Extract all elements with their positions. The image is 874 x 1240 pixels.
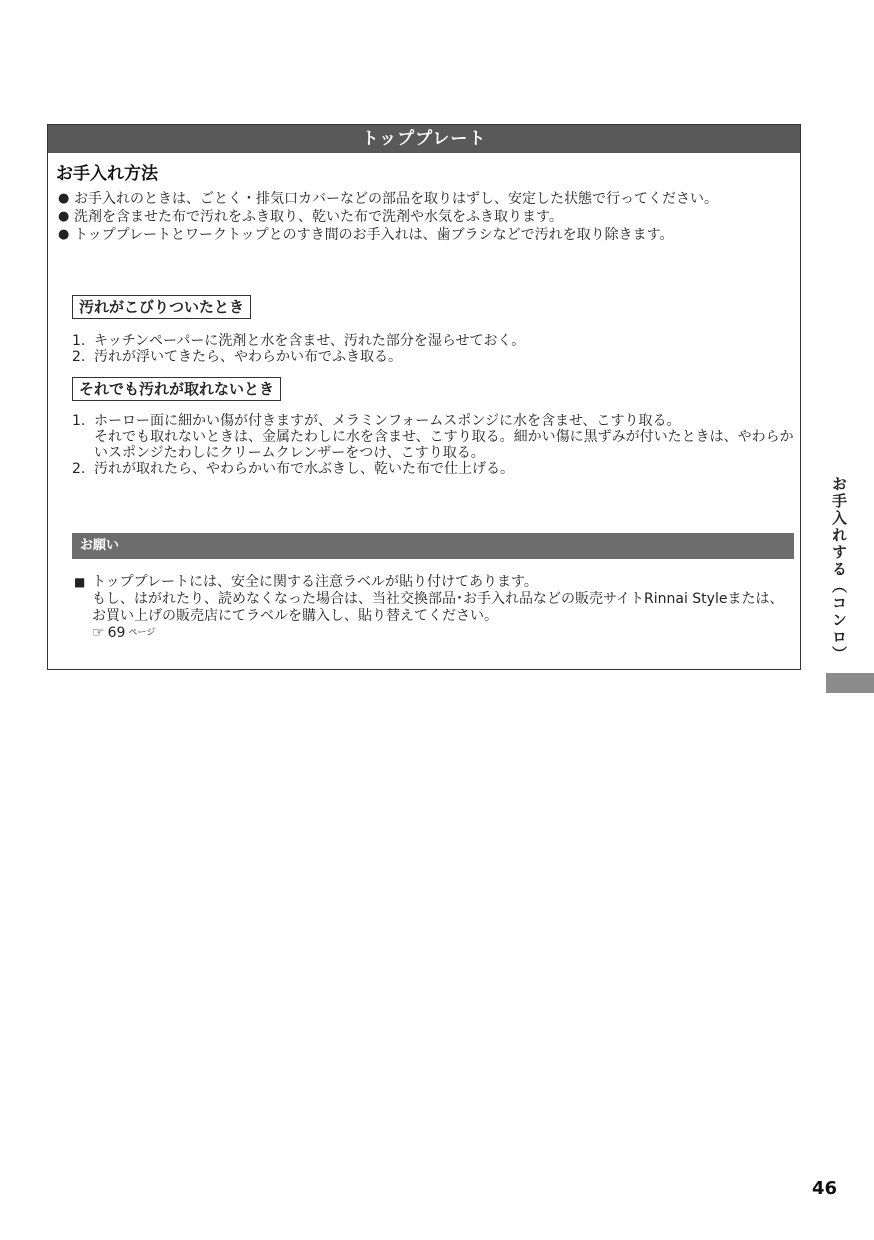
bullet-dot-icon: ●	[58, 227, 70, 242]
section-header: トッププレート	[48, 125, 800, 153]
step-item	[72, 461, 796, 477]
step-number: 2.	[72, 461, 86, 477]
step-item	[72, 413, 796, 461]
square-bullet-icon: ■	[74, 575, 86, 589]
step-text: ホーロー面に細かい傷が付きますが、メラミンフォームスポンジに水を含ませ、こすり取る。	[94, 413, 681, 429]
stuck-dirt-steps	[72, 333, 796, 365]
request-note	[72, 574, 796, 642]
page-reference	[92, 625, 155, 642]
chapter-side-tab: お手入れする（コンロ）	[830, 476, 848, 663]
bullet-dot-icon: ●	[58, 209, 70, 224]
stuck-dirt-heading: 汚れがこびりついたとき	[72, 295, 251, 319]
step-number: 1.	[72, 333, 86, 349]
still-dirty-heading: それでも汚れが取れないとき	[72, 377, 281, 401]
request-bar: お願い	[72, 533, 794, 559]
note-line2: もし、はがれたり、読めなくなった場合は、当社交換部品･お手入れ品などの販売サイトRinnai Styleまたは、お買い上げの販売店にてラベルを購入し、貼り替えてください。	[92, 591, 784, 624]
bullet-item	[56, 209, 794, 225]
bullet-text: お手入れのときは、ごとく・排気口カバーなどの部品を取りはずし、安定した状態で行ってください。	[74, 191, 718, 207]
step-number: 1.	[72, 413, 86, 429]
page-number: 46	[812, 1178, 838, 1199]
bullet-text: トッププレートとワークトップとのすき間のお手入れは、歯ブラシなどで汚れを取り除きます。	[74, 227, 674, 243]
bullet-item	[56, 191, 794, 207]
ref-unit: ページ	[128, 628, 156, 638]
step-item	[72, 349, 796, 365]
care-bullets	[56, 191, 794, 245]
ref-page: 69	[107, 625, 126, 641]
bullet-item	[56, 227, 794, 243]
chapter-marker-block	[826, 673, 874, 693]
still-dirty-steps	[72, 413, 796, 477]
note-line1: トッププレートには、安全に関する注意ラベルが貼り付けてあります。	[92, 574, 538, 590]
step-text: 汚れが取れたら、やわらかい布で水ぶきし、乾いた布で仕上げる。	[94, 461, 514, 477]
top-plate-section	[47, 124, 801, 670]
step-number: 2.	[72, 349, 86, 365]
bullet-dot-icon: ●	[58, 191, 70, 206]
note-item	[72, 574, 796, 642]
step-text: 汚れが浮いてきたら、やわらかい布でふき取る。	[94, 349, 402, 365]
care-method-title: お手入れ方法	[56, 164, 158, 184]
step-item	[72, 333, 796, 349]
bullet-text: 洗剤を含ませた布で汚れをふき取り、乾いた布で洗剤や水気をふき取ります。	[74, 209, 563, 225]
step-text: キッチンペーパーに洗剤と水を含ませ、汚れた部分を湿らせておく。	[94, 333, 526, 349]
step-subtext: それでも取れないときは、金属たわしに水を含ませ、こすり取る。細かい傷に黒ずみが付いたときは、やわらかいスポンジたわしにクリームクレンザーをつけ、こすり取る。	[94, 429, 794, 461]
pointing-hand-icon: ☞	[92, 625, 105, 641]
